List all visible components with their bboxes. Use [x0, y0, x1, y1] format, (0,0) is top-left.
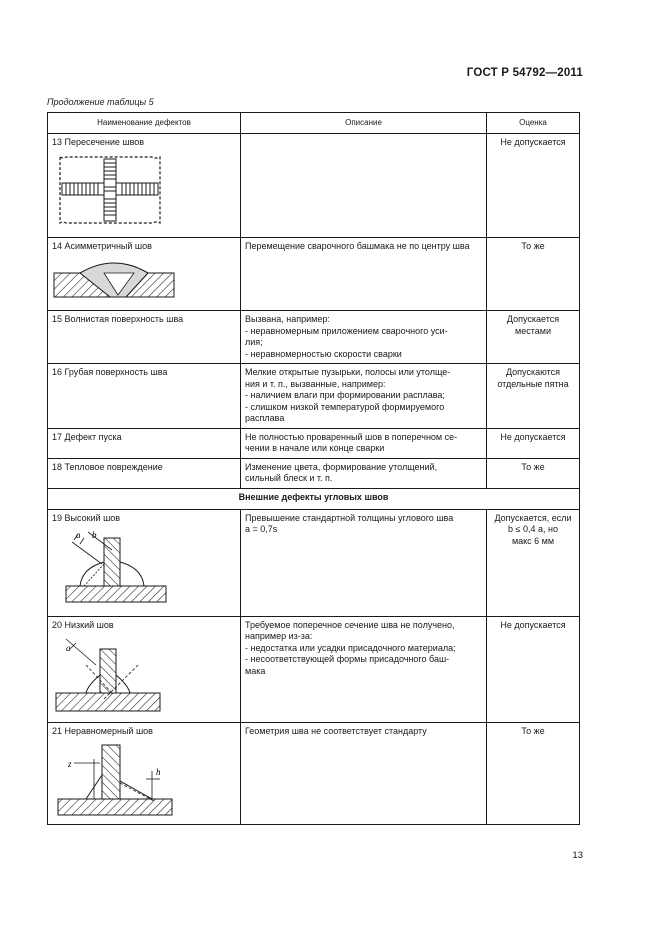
column-header-description: Описание [241, 113, 487, 134]
defect-name: 20 Низкий шов [52, 619, 114, 630]
label-a: a [66, 643, 71, 653]
table-row [48, 364, 580, 429]
table-header-row [48, 113, 580, 134]
low-weld-figure [52, 635, 172, 717]
label-z: z [68, 759, 72, 769]
description-text: Превышение стандартной толщины углового шва a = 0,7s [245, 512, 454, 534]
defect-description: Изменение цвета, формирование утолщений, сильный блеск и т. п. [241, 458, 487, 488]
defect-description [241, 509, 487, 616]
defect-description: Вызвана, например: - неравномерным приложением сварочного уси- лия; - неравномерностью скорости сварки [241, 311, 487, 364]
label-b: b [92, 530, 97, 540]
defect-name: 17 Дефект пуска [48, 428, 241, 458]
table-row [48, 238, 580, 311]
defect-name: 15 Волнистая поверхность шва [48, 311, 241, 364]
defect-description: Перемещение сварочного башмака не по центру шва [241, 238, 487, 311]
defect-description: Требуемое поперечное сечение шва не получено, например из-за: - недостатка или усадки присадочного материала; - несоответствующей формы присадочного баш- мака [241, 616, 487, 722]
section-row [48, 488, 580, 509]
uneven-weld-figure [52, 741, 176, 821]
defect-rating: То же [487, 722, 580, 825]
defect-description: Не полностью проваренный шов в поперечном се- чении в начале или конце сварки [241, 428, 487, 458]
table-row [48, 428, 580, 458]
defect-rating: Не допускается [487, 134, 580, 238]
table-continuation-caption: Продолжение таблицы 5 [47, 97, 154, 107]
column-header-name: Наименование дефектов [48, 113, 241, 134]
defect-name: 18 Тепловое повреждение [48, 458, 241, 488]
table-row [48, 134, 580, 238]
defect-rating: То же [487, 458, 580, 488]
defect-rating: Допускаются отдельные пятна [487, 364, 580, 429]
defect-description [241, 134, 487, 238]
defect-name: 14 Асимметричный шов [52, 241, 152, 251]
defect-name: 16 Грубая поверхность шва [48, 364, 241, 429]
defect-rating: Не допускается [487, 428, 580, 458]
weld-crossing-figure [52, 153, 164, 227]
table-row [48, 509, 580, 616]
defect-rating: То же [487, 238, 580, 311]
label-h: h [156, 767, 161, 777]
table-row [48, 616, 580, 722]
section-title: Внешние дефекты угловых швов [48, 488, 580, 509]
document-standard-number: ГОСТ Р 54792—2011 [466, 67, 583, 79]
asymmetric-weld-figure [52, 257, 180, 299]
page-number: 13 [572, 850, 583, 861]
high-weld-figure [52, 528, 172, 608]
defect-name: 13 Пересечение швов [52, 137, 145, 147]
table-row [48, 311, 580, 364]
defect-rating: Допускается местами [487, 311, 580, 364]
label-a: a [76, 530, 81, 540]
column-header-rating: Оценка [487, 113, 580, 134]
table-row [48, 722, 580, 825]
defect-description: Геометрия шва не соответствует стандарту [241, 722, 487, 825]
defects-table [47, 112, 580, 825]
table-row [48, 458, 580, 488]
defect-name: 21 Неравномерный шов [52, 725, 153, 736]
defect-rating: Допускается, если b ≤ 0,4 a, но макс 6 мм [487, 509, 580, 616]
defect-description: Мелкие открытые пузырьки, полосы или утолще- ния и т. п., вызванные, например: - наличием влаги при формировании расплава; - слишком низкой температурой формируемого расплава [241, 364, 487, 429]
defect-name: 19 Высокий шов [52, 512, 121, 523]
defect-rating: Не допускается [487, 616, 580, 722]
